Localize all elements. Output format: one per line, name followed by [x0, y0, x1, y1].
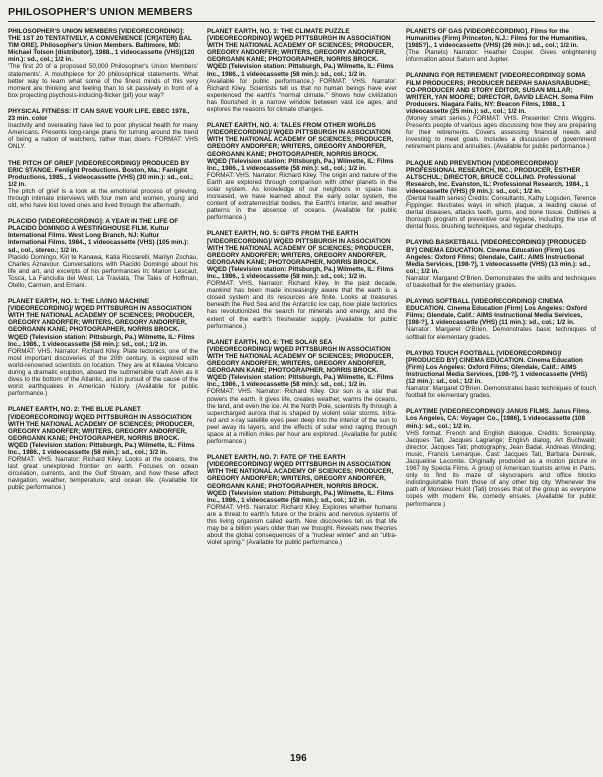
- entry-heading: PLANET EARTH, NO. 1: THE LIVING MACHINE [VIDEORECORDING]/ WQED PITTSBURGH IN ASSOCIATION WITH THE NATIONAL ACADEMY OF SCIENCES; PRODUCER, GREGORY ANDORFER; WRITERS, GREGORY ANDORFER, GEORGANN KANE; PHOTOGRAPHER, NORRIS BROCK. WQED (Television station: Pittsburgh, Pa.) Wilmette, IL: Films Inc., 1986., 1 videocassette (58 min.): sd., col.; 1/2 in.: [8, 298, 195, 348]
- entry-description: (Available for public performance.) FORMAT: VHS. Narrator: Richard Kiley. Scientists tell us that no human beings have ever experienced the earth's "normal climate." Shows how civilization has flourished in a narrow window between vast ice ages, and explores the reasons for climate changes.: [207, 77, 397, 114]
- entry-description: FORMAT: VHS. Narrator: Richard Kiley. Looks at the oceans, the last great unexplored frontier on earth. Focuses on ocean circulation, currents, and the Gulf Stream, and how these affect navigation, weather, temperature, and ocean life. (Available for public performance.): [8, 456, 198, 492]
- catalog-entry: [207, 454, 397, 546]
- catalog-entry: [406, 298, 596, 341]
- catalog-entry: [406, 72, 596, 150]
- catalog-entry: [8, 406, 198, 491]
- catalog-entry: [406, 28, 596, 63]
- catalog-entry: [207, 230, 397, 329]
- catalog-entry: [8, 108, 198, 151]
- entry-heading: PLANETS OF GAS [VIDEORECORDING]. Films for the Humanities (Firm) Princeton, N.J.: Films for the Humanities, [1985?]., 1 videocassette (VHS) (26 min.): sd., col.; 1/2 in.: [406, 28, 588, 50]
- entry-description: Narrator: Margaret O'Brien. Demonstrates basic techniques of softball for elementary grades.: [406, 326, 596, 341]
- entry-heading: PLANET EARTH, NO. 7: FATE OF THE EARTH [VIDEORECORDING]/ WQED PITTSBURGH IN ASSOCIATION WITH THE NATIONAL ACADEMY OF SCIENCES; PRODUCER, GREGORY ANDORFER; WRITERS, GREGORY ANDORFER, GEORGANN KANE; PHOTOGRAPHER, NORRIS BROCK. WQED (Television station: Pittsburgh, Pa.) Wilmette, IL: Films Inc., 1986., 1 videocassette (58 min.): sd., col.; 1/2 in.: [207, 454, 394, 504]
- entry-description: (The Planets) Narrator: Heather Couper. Gives enlightening information about Saturn and Jupiter.: [406, 49, 596, 64]
- entry-heading: PLANET EARTH, NO. 2: THE BLUE PLANET [VIDEORECORDING]/ WQED PITTSBURGH IN ASSOCIATION WITH THE NATIONAL ACADEMY OF SCIENCES; PRODUCER, GREGORY ANDORFER; WRITERS, GREGORY ANDORFER, GEORGANN KANE; PHOTOGRAPHER, NORRIS BROCK. WQED (Television station: Pittsburgh, Pa.) Wilmette, IL: Films Inc., 1986., 1 videocassette (58 min.): sd., col.; 1/2 in.: [8, 406, 195, 456]
- columns-container: [8, 28, 596, 746]
- catalog-entry: [406, 239, 596, 289]
- column-left: [8, 28, 198, 746]
- entry-description: FORMAT: VHS. Narrator: Richard Kiley. Plate tectonics, one of the most important discoveries of the 20th century, is explored with world-renowned scientists on location. They are at Kilauea Volcano during a dramatic eruption, aboard the submersible craft Alvin as it dives to the bottom of the Atlantic, and in pursuit of the cause of the worst earthquakes in American history. (Available for public performance.): [8, 347, 198, 398]
- page-number: 196: [290, 753, 307, 764]
- catalog-entry: [406, 408, 596, 507]
- catalog-entry: [8, 160, 198, 210]
- catalog-entry: [406, 160, 596, 231]
- entry-description: 'The first 20 of a proposed 50,000 Philosopher's Union Members' statements'. A mouthpiece for 20 philosophical statements. What better way to learn what some of the finest minds of this very moment are thinking and feeling than to sit passively in front of a box projecting psychosis-inducing-flicker (pif) your way?: [8, 63, 198, 99]
- catalog-entry: [207, 122, 397, 221]
- catalog-entry: [8, 28, 198, 99]
- catalog-entry: [8, 218, 198, 289]
- entry-heading: PLAYING SOFTBALL [VIDEORECORDING]/ CINEMA EDUCATION. Cinema Education (Firm) Los Angeles: Oxford Films; Glendale, Calif.: AIMS Instructional Media Services, [198-?], 1 videocassette (VHS) (11 min.): sd., col.; 1/2 in.: [406, 298, 588, 327]
- entry-description: FORMAT: VHS. Narrator: Richard Kiley. In the past decade, mankind has been made increasingly aware that the earth is a closed system and its resources are finite. Looks at treasures beneath the Red Sea and the Antarctic ice cap, how plate tectonics has revolutionized the search for minerals and energy, and the extent of the earth's freshwater supply. (Available for public performance.): [207, 280, 397, 330]
- column-middle: [207, 28, 397, 746]
- entry-heading: PLAYING BASKETBALL [VIDEORECORDING]/ [PRODUCED BY] CINEMA EDUCATION. Cinema Education (Firm) Los Angeles: Oxford Films; Glendale, Calif.: AIMS Instructional Media Services, [198-?], 1 videocassette (VHS) (13 min.): sd., col.; 1/2 in.: [406, 239, 590, 275]
- entry-description: FORMAT: VHS. Narrator: Richard Kiley. The origin and nature of the Earth are explored through comparison with other planets in the solar system. As knowledge of our neighbors in space has increased, we have learned about the early solar system, the content of extraterrestrial bodies, the Earth's interior, and weather patterns in the absence of oceans. (Available for public performance.): [207, 171, 397, 222]
- entry-description: FORMAT: VHS. Narrator: Richard Kiley. Explores whether humans are a threat to earth's future or the brains and nervous systems of this living organism called earth. New discoveries tell us that life may be a billion years older than we thought. Reveals new theories about the global consequences of a "nuclear winter" and an "ultra-violet spring." (Available for public performance.): [207, 503, 397, 547]
- entry-heading: PLAYTIME [VIDEORECORDING]/ JANUS FILMS. Janus Films. Los Angeles, CA: Voyager Co., [1986], 1 videocassette (108 min.): sd., col.; 1/2 in.: [406, 408, 592, 430]
- entry-description: FORMAT: VHS. Narrator: Richard Kiley. Our sun is a star that powers the earth. It gives life, creates weather, warms the oceans, the land, and even the ice. At the North Pole, scientists fly through a supercharged aurora that is shaped by violent solar storms. Infra-red and x-ray satellite eyes peer deep into the interior of the sun to peel away its layers, and the effects of solar wind raging through space at a million miles per hour are explored. (Available for public performance.): [207, 388, 397, 446]
- catalog-entry: [406, 350, 596, 400]
- entry-heading: PLANET EARTH, NO. 3: THE CLIMATE PUZZLE [VIDEORECORDING]/ WQED PITTSBURGH IN ASSOCIATION WITH THE NATIONAL ACADEMY OF SCIENCES; PRODUCER, GREGORY ANDORFER; WRITERS, GREGORY ANDORFER, GEORGANN KANE; PHOTOGRAPHER, NORRIS BROCK. WQED (Television station: Pittsburgh, Pa.) Wilmette, IL: Films Inc., 1986., 1 videocassette (58 min.): sd., col.; 1/2 in.: [207, 28, 394, 78]
- catalog-entry: [207, 339, 397, 445]
- entry-description: Inactivity and overeating have led to poor physical health for many Americans. Presents long-range plans for turning around the trend of being a nation of watchers, rather than doers. FORMAT: VHS ONLY.: [8, 122, 198, 151]
- header-rule: [8, 21, 595, 22]
- entry-description: (Money smart series.) FORMAT: VHS. Presenter: Chris Wiggins. Presents people of various ages discussing how they are preparing for their retirements. Covers assessing financial needs and investing to meet goals. Includes a discussion of government retirement plans and annuities. (Available for public performance.): [406, 115, 596, 151]
- entry-heading: PLANET EARTH, NO. 5: GIFTS FROM THE EARTH [VIDEORECORDING]/ WQED PITTSBURGH IN ASSOCIATION WITH THE NATIONAL ACADEMY OF SCIENCES; PRODUCER, GREGORY ANDORFER; WRITERS, GREGORY ANDORFER, GEORGANN KANE; PHOTOGRAPHER, NORRIS BROCK. WQED (Television station: Pittsburgh, Pa.) Wilmette, IL: Films Inc., 1986., 1 videocassette (58 min.): sd., col.; 1/2 in.: [207, 230, 394, 280]
- entry-heading: THE PITCH OF GRIEF [VIDEORECORDING]/ PRODUCED BY ERIC STANGE. Fenlight Productions. Boston, Ma.: Fanlight Productions, 1985., 1 videocassette (VHS) (30 min.): sd., col.; 1/2 in.: [8, 159, 194, 188]
- entry-heading: PLAQUE AND PREVENTION [VIDEORECORDING]/ PROFESSIONAL RESEARCH, INC.; PRODUCER, ESTHER ALTSCHUL; DIRECTOR, BRUCE COLLING. Professional Research, Inc. Evanston, IL: Professional Research, 1984., 1 videocassette (VHS) (9 min.): sd., col.; 1/2 in.: [406, 159, 589, 195]
- entry-heading: PLACIDO [VIDEORECORDING]: A YEAR IN THE LIFE OF PLACIDO DOMINGO A WESTINGHOUSE FILM. Kultur International Films. West Long Branch, NJ: Kultur International Films, 1984., 1 videocassette (VHS) (105 min.): sd., col., stereo.; 1/2 in.: [8, 218, 189, 254]
- entry-heading: PLAYING TOUCH FOOTBALL [VIDEORECORDING]/ [PRODUCED BY] CINEMA EDUCATION. Cinema Education (Firm) Los Angeles: Oxford Films; Glendale, Calif.: AIMS Instructional Media Services, [198-?], 1 videocassette (VHS) (12 min.): sd., col.; 1/2 in.: [406, 349, 588, 386]
- entry-description: Narrator: Margaret O'Brien. Demonstrates the skills and techniques of basketball for the elementary grades.: [406, 274, 596, 289]
- column-right: [406, 28, 596, 746]
- entry-heading: PHILOSOPHER'S UNION MEMBERS [VIDEORECORDING]: THE 1ST 20 TENTATIVELY, A CONVENIENCE [CR]ATER) BAL TIM ORE]. Philosopher's Union Members. Baltimore, MD: Michael Tolson [distributor], 1988., 1 videocassette (VHS)(120 min.): sd., col.; 1/2 in.: [8, 28, 195, 64]
- entry-heading: PHYSICAL FITNESS: IT CAN SAVE YOUR LIFE. EBEC 1978., 23 min. color: [8, 107, 190, 123]
- entry-description: Narrator: Margaret O'Brien. Demonstrates basic techniques of touch football for elementary grades.: [406, 385, 596, 400]
- entry-heading: PLANET EARTH, NO. 4: TALES FROM OTHER WORLDS [VIDEORECORDING]/ WQED PITTSBURGH IN ASSOCIATION WITH THE NATIONAL ACADEMY OF SCIENCES; PRODUCER, GREGORY ANDORFER; WRITERS, GREGORY ANDORFER, GEORGANN KANE; PHOTOGRAPHER, NORRIS BROCK. WQED (Television station: Pittsburgh, Pa.) Wilmette, IL: Films Inc., 1986., 1 videocassette (58 min.): sd., col.; 1/2 in.: [207, 122, 394, 172]
- entry-description: Placido Domingo, Kiri te Kanawa, Katia Ricciarelli, Marilyn Zschau, Charles Aznavour. Conversations with Placido Domingo about his life and art, and excerpts of his performances in: Manon Lescaut, Tosca, La Fanciulla del West, La Traviata, The Tales of Hoffman, Otello, Carmen, and Ernani.: [8, 253, 198, 289]
- entry-description: The pitch of grief is a look at the emotional process of grieving, through intimate interviews with four men and women, young and old, who have lost loved ones and lived through the aftermath.: [8, 187, 198, 210]
- entry-heading: PLANNING FOR RETIREMENT [VIDEORECORDING]/ SOMA FILM PRODUCERS; PRODUCER DEEPAH SANASRABUDHE; CO-PRODUCER AND STORY EDITOR, SUSAN MILLAR; WRITER, YAN MOORE; DIRECTOR, DAVID LEACH. Soma Film Producers. Niagara Falls, NY: Beacon Films, 1988., 1 videocassette (25 min.): sd., col.; 1/2 in.: [406, 72, 594, 115]
- entry-description: (Dental health series) Credits: Consultants, Kathy Logsden, Terence Fippinger. Illustrates ways in which plaque, a leading cause of dental diseases, attacks teeth, gums, and bone tissue. Outlines a thorough program of preventive oral hygiene, including the use of dental floss, brushing techniques, and regular checkups.: [406, 194, 596, 231]
- entry-description: VHS format. French and English dialogue. Credits: Screenplay, Jacques Tati, Jacques Lagrange; English dialog, Art Buchwald; director, Jacques Tati; photography, Jean Badal, Andreas Winding; music, Francis Lemarque. Cast: Jacques Tati, Barbara Dennek, Jacqueline Lecomte. Originally produced as a motion picture in 1967 by Specta Films. A group of American tourists arrive in Paris, only to find its maze of skyscrapers and office blocks indistinguishable from those of any other big city. Whenever the path of Monsieur Hulot (Tati) crosses that of the group as everyone copes with modern life, comedy ensues. (Available for public performance.): [406, 429, 596, 508]
- catalog-entry: [207, 28, 397, 113]
- entry-heading: PLANET EARTH, NO. 6: THE SOLAR SEA [VIDEORECORDING]/ WQED PITTSBURGH IN ASSOCIATION WITH THE NATIONAL ACADEMY OF SCIENCES; PRODUCER, GREGORY ANDORFER; WRITERS, GREGORY ANDORFER, GEORGANN KANE; PHOTOGRAPHER, NORRIS BROCK. WQED (Television station: Pittsburgh, Pa.) Wilmette, IL: Films Inc., 1986., 1 videocassette (58 min.): sd., col.; 1/2 in.: [207, 338, 394, 389]
- catalog-entry: [8, 298, 198, 397]
- page-title: PHILOSOPHER'S UNION MEMBERS: [8, 6, 193, 18]
